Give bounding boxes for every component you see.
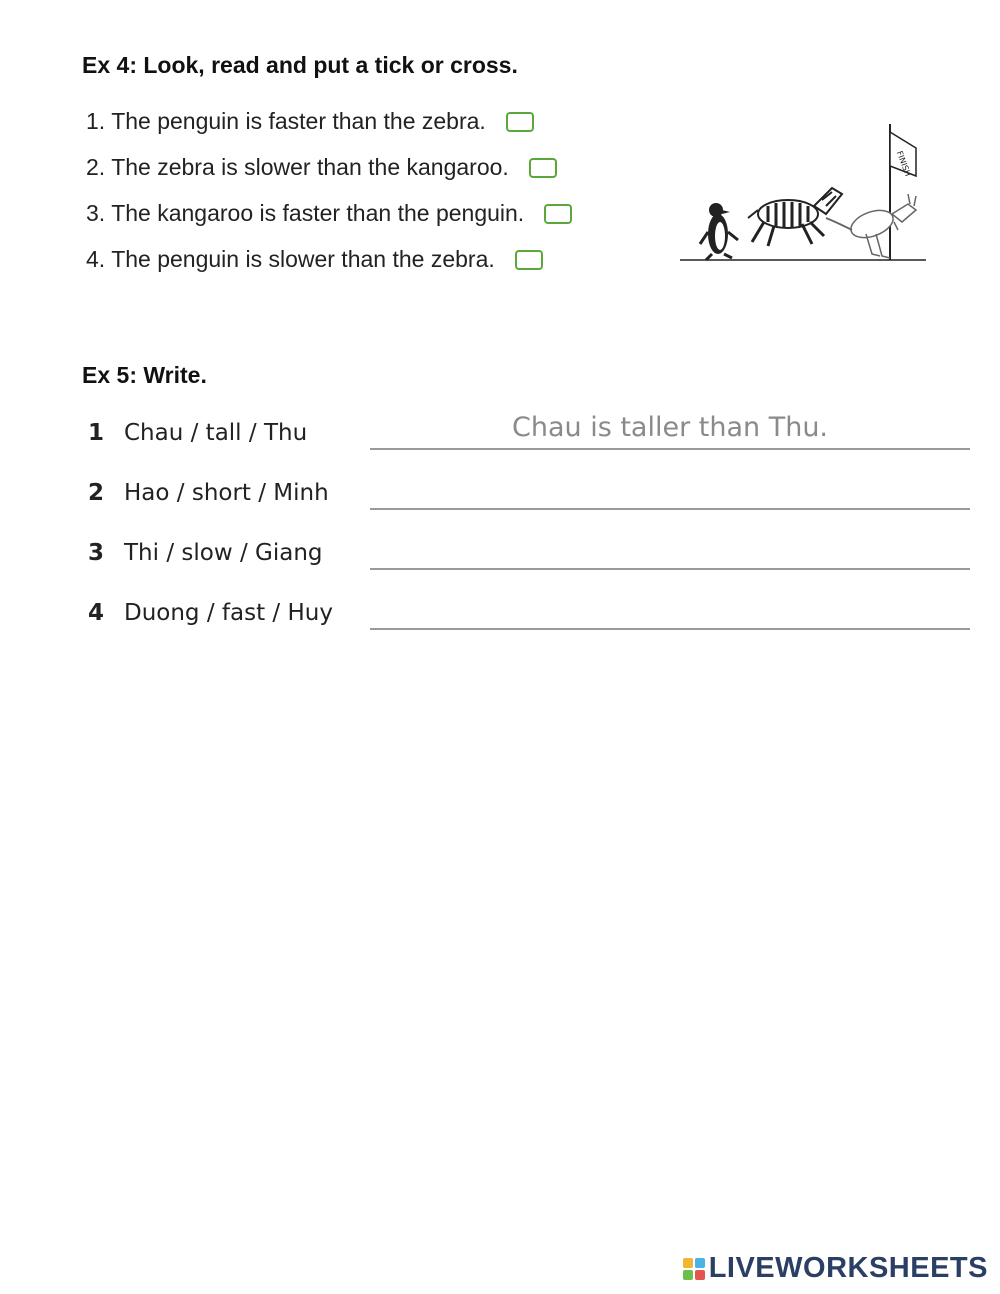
ex4-item-3 [86,200,572,227]
ex5-row-number: 4 [88,600,105,626]
ex5-prompt: Chau / tall / Thu [124,420,308,446]
answer-field-1[interactable]: Chau is taller than Thu. [511,412,829,443]
ex4-item-number: 3. [86,200,106,226]
race-illustration [676,118,934,268]
ex5-row-2 [88,480,972,520]
ex4-item-2 [86,154,557,181]
answer-line [370,628,970,630]
ex4-item-number: 4. [86,246,106,272]
logo-text: LIVEWORKSHEETS [708,1252,988,1284]
ex5-heading: Ex 5: Write. [82,362,207,388]
ex5-row-number: 1 [88,420,105,446]
penguin-figure [700,203,738,260]
tick-box-3[interactable] [544,204,572,224]
ex5-row-3 [88,540,972,580]
ex4-item-text: The penguin is faster than the zebra. [111,108,486,134]
answer-line [370,508,970,510]
ex4-heading: Ex 4: Look, read and put a tick or cross. [82,52,518,78]
liveworksheets-logo[interactable] [683,1252,988,1285]
logo-square [683,1270,693,1280]
ex5-prompt: Hao / short / Minh [124,480,329,506]
ex5-row-1 [88,412,972,460]
ex4-item-text: The penguin is slower than the zebra. [111,246,495,272]
logo-square [683,1258,693,1268]
tick-box-4[interactable] [515,250,543,270]
ex4-item-number: 1. [86,108,106,134]
tick-box-2[interactable] [529,158,557,178]
ex5-row-number: 3 [88,540,105,566]
logo-square [695,1258,705,1268]
ex5-row-number: 2 [88,480,105,506]
ex4-item-4 [86,246,543,273]
ex4-item-text: The zebra is slower than the kangaroo. [111,154,509,180]
kangaroo-figure [826,194,916,258]
finish-flag-text: FINISH [894,149,913,178]
logo-square [695,1270,705,1280]
ex5-prompt: Duong / fast / Huy [124,600,333,626]
logo-squares-icon [683,1258,705,1280]
ex5-row-4 [88,600,972,640]
tick-box-1[interactable] [506,112,534,132]
zebra-figure [748,188,842,246]
ex4-item-text: The kangaroo is faster than the penguin. [111,200,525,226]
ex4-item-1 [86,108,534,135]
answer-line [370,568,970,570]
answer-line [370,448,970,450]
ex5-prompt: Thi / slow / Giang [124,540,323,566]
ex4-item-number: 2. [86,154,106,180]
